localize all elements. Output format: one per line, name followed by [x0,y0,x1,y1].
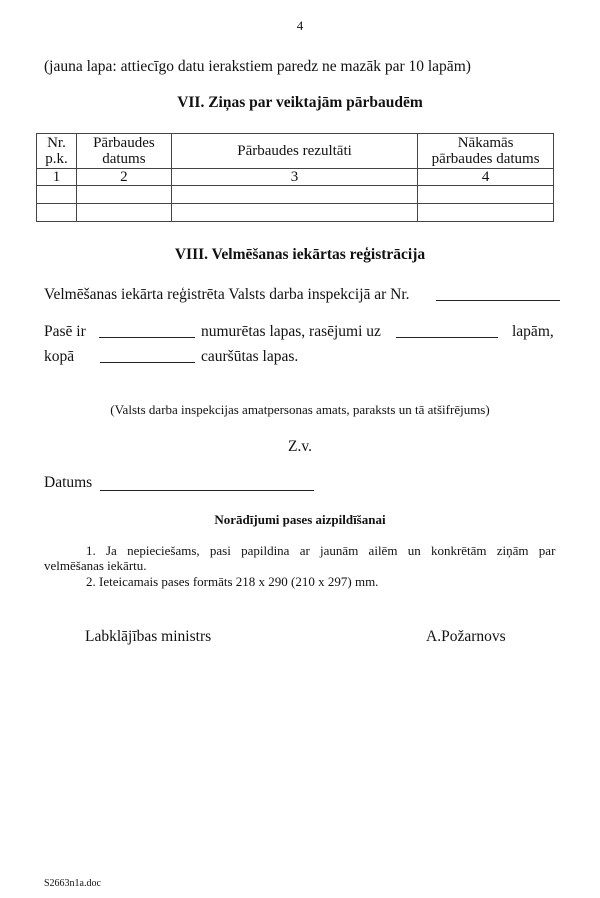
column-number: 3 [171,169,417,186]
footer-filename: S2663n1a.doc [44,878,101,889]
stitched-text: cauršūtas lapas. [201,348,299,365]
numbered-pages-field[interactable] [99,337,195,338]
table-cell[interactable] [76,186,171,204]
instruction-2: 2. Ieteicamais pases formāts 218 x 290 (210 x 297) mm. [86,574,379,589]
table-cell[interactable] [76,204,171,222]
page-number: 4 [296,18,304,33]
column-number: 4 [418,169,554,186]
column-number: 1 [37,169,77,186]
table-cell[interactable] [171,204,417,222]
registered-text: Velmēšanas iekārta reģistrēta Valsts darba inspekcijā ar Nr. [44,286,410,303]
instruction-1-line-2: velmēšanas iekārtu. [44,558,147,573]
seal-label: Z.v. [288,438,312,455]
column-number-row [37,169,554,186]
header-nr: Nr. p.k. [37,134,77,169]
numbered-text: numurētas lapas, rasējumi uz [201,323,381,340]
registration-number-field[interactable] [436,300,560,301]
page-note: (jauna lapa: attiecīgo datu ierakstiem paredz ne mazāk par 10 lapām) [44,58,471,75]
pages-label: lapām, [512,323,554,340]
drawings-pages-field[interactable] [396,337,498,338]
instructions-title: Norādījumi pases aizpildīšanai [214,512,386,527]
header-next-inspection-date: Nākamās pārbaudes datums [418,134,554,169]
stitched-pages-field[interactable] [100,362,195,363]
header-inspection-date: Pārbaudes datums [76,134,171,169]
table-cell[interactable] [418,204,554,222]
column-number: 2 [76,169,171,186]
minister-name: A.Požarnovs [426,628,506,645]
table-cell[interactable] [418,186,554,204]
table-row [37,204,554,222]
section-7-title: VII. Ziņas par veiktajām pārbaudēm [177,94,423,111]
minister-title: Labklājības ministrs [85,628,212,645]
header-inspection-results: Pārbaudes rezultāti [171,134,417,169]
table-cell[interactable] [37,186,77,204]
total-prefix: kopā [44,348,75,365]
signature-caption: (Valsts darba inspekcijas amatpersonas amats, paraksts un tā atšifrējums) [110,402,490,417]
section-8-title: VIII. Velmēšanas iekārtas reģistrācija [174,246,426,263]
table-header-row [37,134,554,169]
table-cell[interactable] [37,204,77,222]
date-field[interactable] [100,490,314,491]
pass-prefix: Pasē ir [44,323,86,340]
table-row [37,186,554,204]
inspections-table [36,133,554,222]
table-cell[interactable] [171,186,417,204]
date-label: Datums [44,474,93,491]
instruction-1-line-1: 1. Ja nepieciešams, pasi papildina ar jaunām ailēm un konkrētām ziņām par [86,543,556,558]
